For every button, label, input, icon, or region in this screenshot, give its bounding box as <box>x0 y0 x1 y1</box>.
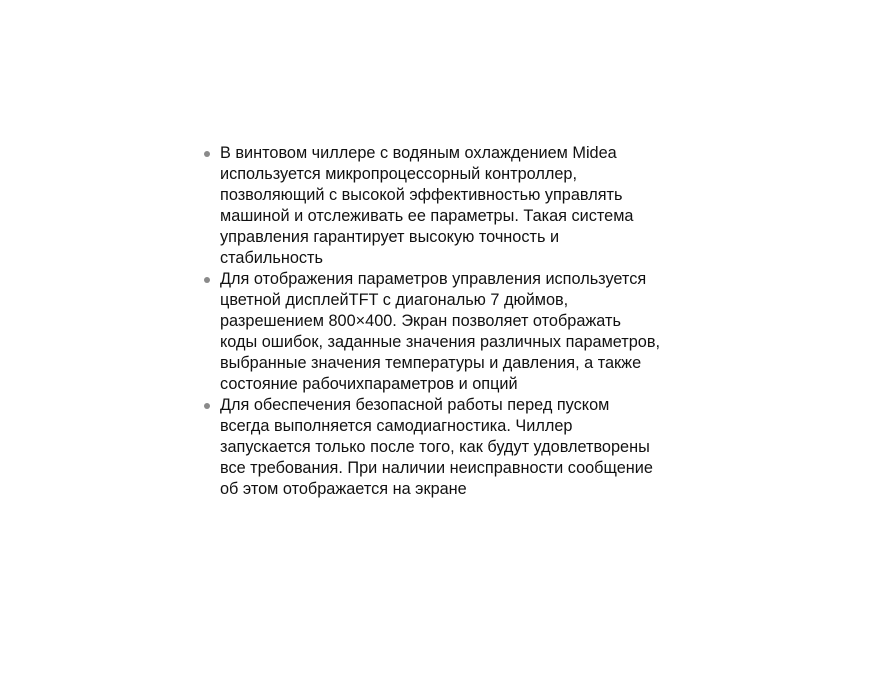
bullet-text-line: об этом отображается на экране <box>220 480 467 498</box>
bullet-text-line: В винтовом чиллере с водяным охлаждением Midea <box>220 144 617 162</box>
bullet-item-display <box>204 269 684 395</box>
feature-bullet-list <box>204 143 684 500</box>
bullet-item-self-diagnostics <box>204 395 684 500</box>
bullet-text-line: машиной и отслеживать ее параметры. Такая система <box>220 207 634 225</box>
bullet-text-line: управления гарантирует высокую точность и <box>220 228 560 246</box>
bullet-text-line: цветной дисплейTFT с диагональю 7 дюймов, <box>220 291 569 309</box>
bullet-text-line: используется микропроцессорный контроллер, <box>220 165 577 183</box>
bullet-text-line: состояние рабочихпараметров и опций <box>220 375 518 393</box>
bullet-dot-icon <box>204 151 210 157</box>
bullet-text-line: коды ошибок, заданные значения различных параметров, <box>220 333 661 351</box>
bullet-text-line: позволяющий с высокой эффективностью управлять <box>220 186 623 204</box>
bullet-dot-icon <box>204 403 210 409</box>
bullet-item-controller <box>204 143 684 269</box>
bullet-text-line: выбранные значения температуры и давления, а также <box>220 354 642 372</box>
bullet-text-line: стабильность <box>220 249 323 267</box>
bullet-text-line: запускается только после того, как будут удовлетворены <box>220 438 650 456</box>
bullet-text-line: все требования. При наличии неисправности сообщение <box>220 459 653 477</box>
bullet-text-line: Для отображения параметров управления используется <box>220 270 647 288</box>
bullet-text-line: разрешением 800×400. Экран позволяет отображать <box>220 312 621 330</box>
bullet-text-line: всегда выполняется самодиагностика. Чиллер <box>220 417 573 435</box>
bullet-dot-icon <box>204 277 210 283</box>
bullet-text-line: Для обеспечения безопасной работы перед пуском <box>220 396 610 414</box>
